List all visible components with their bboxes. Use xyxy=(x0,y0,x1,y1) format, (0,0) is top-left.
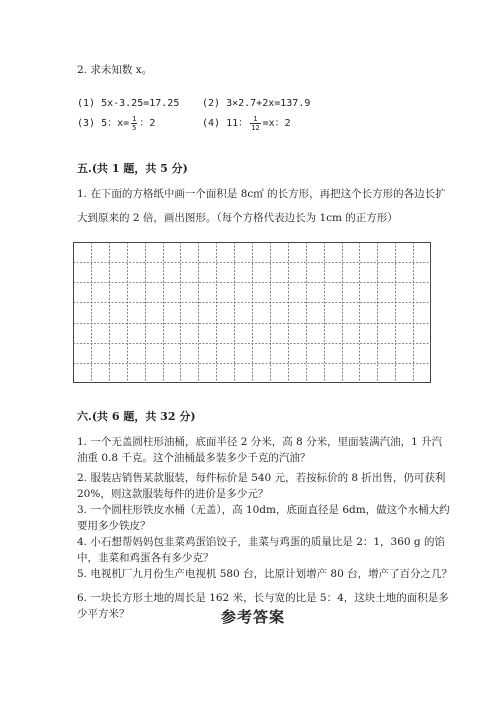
equation-4-prefix: (4) 11： xyxy=(202,118,249,129)
problem-6-line-2: 少平方米？ xyxy=(77,608,130,620)
grid-svg xyxy=(73,242,431,383)
fraction xyxy=(250,115,260,132)
problem-3-line-1: 3. 一个圆柱形铁皮水桶（无盖），高 10dm，底面直径是 6dm，做这个水桶大约 xyxy=(77,504,450,516)
section-5-title: 五.(共 1 题，共 5 分) xyxy=(77,162,188,175)
answer-key-title: 参考答案 xyxy=(221,608,286,626)
equation-3 xyxy=(77,114,155,132)
problem-3-line-2: 要用多少铁皮？ xyxy=(77,520,151,532)
fraction-numerator: 1 xyxy=(250,115,260,124)
fraction xyxy=(131,115,137,132)
equation-4 xyxy=(202,114,291,132)
section-6-title: 六.(共 6 题，共 32 分) xyxy=(77,410,196,423)
problem-1-line-1: 1. 一个无盖圆柱形油桶，底面半径 2 分米，高 8 分米，里面装满汽油，1 升汽 xyxy=(77,436,443,448)
section-5-question-line-2: 大到原来的 2 倍，画出图形。（每个方格代表边长为 1cm 的正方形） xyxy=(77,212,398,224)
grid-border xyxy=(74,243,431,383)
grid-paper[interactable] xyxy=(73,242,431,383)
problem-5-line-1: 5. 电视机厂九月份生产电视机 580 台，比原计划增产 80 台，增产了百分之几？ xyxy=(77,568,453,580)
problem-1-line-2: 油重 0.8 千克。这个油桶最多装多少千克的汽油？ xyxy=(77,452,311,464)
equation-1: (1) 5x-3.25=17.25 xyxy=(77,98,180,109)
equation-4-suffix: =x：2 xyxy=(262,118,291,129)
problem-4-line-1: 4. 小石想帮妈妈包韭菜鸡蛋馅饺子，韭菜与鸡蛋的质量比是 2：1，360 g 的馅 xyxy=(77,536,445,548)
fraction-denominator: 5 xyxy=(132,123,137,132)
problem-6-line-1: 6. 一块长方形土地的周长是 162 米，长与宽的比是 5：4，这块土地的面积是多 xyxy=(77,592,449,604)
question-heading: 2. 求未知数 x。 xyxy=(77,64,153,76)
fraction-denominator: 12 xyxy=(251,123,260,132)
equation-2: (2) 3×2.7+2x=137.9 xyxy=(202,98,311,109)
problem-2-line-1: 2. 服装店销售某款服装，每件标价是 540 元，若按标价的 8 折出售，仍可获利 xyxy=(77,472,446,484)
equation-3-suffix: ：2 xyxy=(139,118,156,129)
section-5-question-line-1: 1. 在下面的方格纸中画一个面积是 8c㎡ 的长方形，再把这个长方形的各边长扩 xyxy=(77,188,446,200)
problem-2-line-2: 20%，则这款服装每件的进价是多少元？ xyxy=(77,488,269,500)
problem-4-line-2: 中，韭菜和鸡蛋各有多少克？ xyxy=(77,552,214,564)
equation-3-prefix: (3) 5：x= xyxy=(77,118,130,129)
fraction-numerator: 1 xyxy=(132,114,137,123)
